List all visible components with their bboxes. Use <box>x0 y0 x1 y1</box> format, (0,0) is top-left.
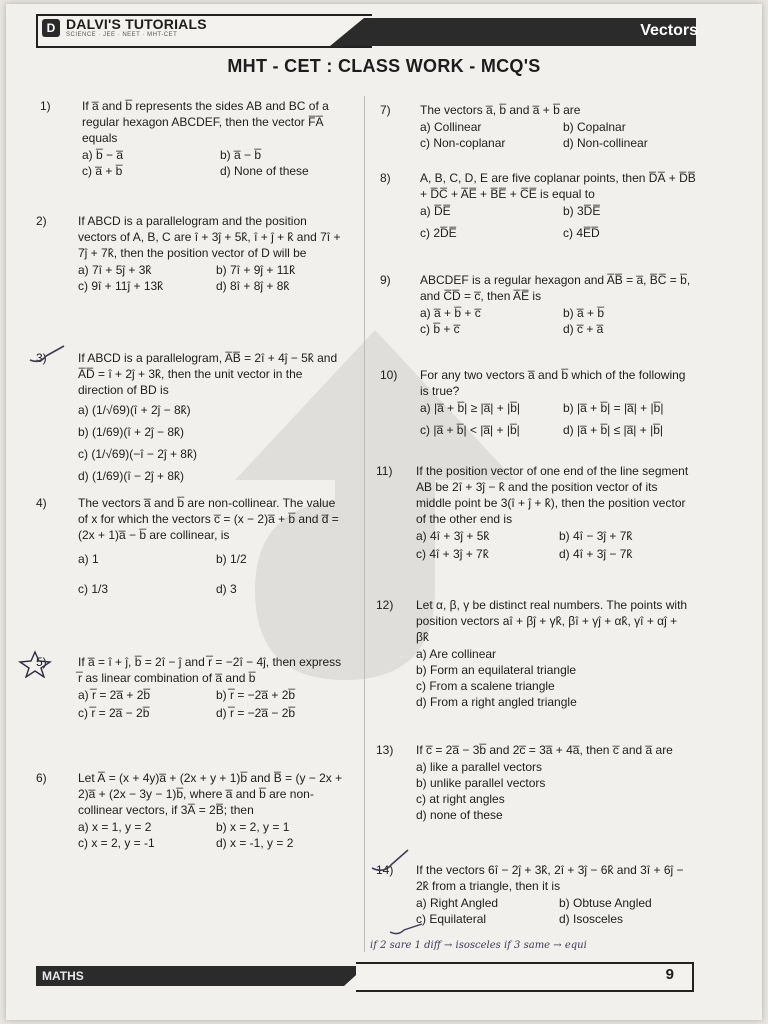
option-b: b) a̅ + b̅ <box>563 306 605 320</box>
option-b: b) Form an equilateral triangle <box>416 663 577 677</box>
option-d: d) Isosceles <box>559 912 624 926</box>
brand-logo-icon: D <box>42 19 60 37</box>
question-stem: Let α, β, γ be distinct real numbers. The points with position vectors aî + βĵ + γk̂, βî + γĵ + αk̂, γî + αĵ + βk̂ <box>416 598 688 644</box>
column-divider <box>364 96 365 952</box>
pen-tick-mark-icon <box>28 344 68 366</box>
question-stem: For any two vectors a̅ and b̅ which of the following is true? <box>420 368 686 398</box>
option-c: c) Non-coplanar <box>420 136 506 150</box>
option-d: d) r̅ = −2a̅ − 2b̅ <box>216 706 296 720</box>
question-stem: A, B, C, D, E are five coplanar points, then D̅A̅ + D̅B̅ + D̅C̅ + A̅E̅ + B̅E̅ + C̅E̅ is equal to <box>420 171 696 201</box>
option-a: a) Collinear <box>420 120 482 134</box>
question-stem: If c̅ = 2a̅ − 3b̅ and 2c̅ = 3a̅ + 4a̅, then c̅ and a̅ are <box>416 743 673 757</box>
option-d: d) |a̅ + b̅| ≤ |a̅| + |b̅| <box>563 423 664 437</box>
question-number: 12) <box>376 598 394 612</box>
option-d: d) (1/69)(î − 2ĵ + 8k̂) <box>78 469 185 483</box>
page-number: 9 <box>665 966 674 983</box>
question-number: 6) <box>36 771 47 785</box>
option-a: a) Right Angled <box>416 896 499 910</box>
option-a: a) 1 <box>78 552 99 566</box>
option-d: d) From a right angled triangle <box>416 695 577 709</box>
option-d: d) x = -1, y = 2 <box>216 836 294 850</box>
question-stem: Let A̅ = (x + 4y)a̅ + (2x + y + 1)b̅ and B̅ = (y − 2x + 2)a̅ + (2x − 3y − 1)b̅, where a̅ and b̅ are non-collinear vectors, if 3A̅ = 2B̅; then <box>78 771 343 817</box>
option-c: c) Equilateral <box>416 912 487 926</box>
option-d: d) 3 <box>216 582 237 596</box>
option-c: c) 9î + 11ĵ + 13k̂ <box>78 279 164 293</box>
option-a: a) Are collinear <box>416 647 497 661</box>
option-c: c) 1/3 <box>78 582 109 596</box>
option-c: c) b̅ + c̅ <box>420 322 460 336</box>
subject-label: Vectors <box>640 22 698 39</box>
pen-tick-mark-icon <box>388 922 424 936</box>
question-number: 3) <box>36 351 47 365</box>
question-stem: If ABCD is a parallelogram and the position vectors of A, B, C are î + 3ĵ + 5k̂, î + ĵ + k̂ and 7î + 7ĵ + 7k̂, then the position vector of D will be <box>78 214 341 260</box>
option-b: b) a̅ − b̅ <box>220 148 262 162</box>
pen-tick-mark-icon <box>370 848 410 874</box>
question-number: 9) <box>380 273 391 287</box>
question-stem: The vectors a̅, b̅ and a̅ + b̅ are <box>420 103 581 117</box>
question-number: 2) <box>36 214 47 228</box>
question-number: 8) <box>380 171 391 185</box>
option-d: d) 8î + 8ĵ + 8k̂ <box>216 279 290 293</box>
option-b: b) r̅ = −2a̅ + 2b̅ <box>216 688 296 702</box>
question-number: 4) <box>36 496 47 510</box>
option-d: d) none of these <box>416 808 503 822</box>
option-a: a) b̅ − a̅ <box>82 148 124 162</box>
option-a: a) x = 1, y = 2 <box>78 820 152 834</box>
option-c: c) r̅ = 2a̅ − 2b̅ <box>78 706 150 720</box>
option-c: c) |a̅ + b̅| < |a̅| + |b̅| <box>420 423 520 437</box>
option-a: a) (1/√69)(î + 2ĵ − 8k̂) <box>78 403 191 417</box>
option-c: c) 4î + 3ĵ + 7k̂ <box>416 547 489 561</box>
option-a: a) D̅E̅ <box>420 204 451 218</box>
question-number: 14) <box>376 863 394 877</box>
option-b: b) 4î − 3ĵ + 7k̂ <box>559 529 633 543</box>
question-stem: The vectors a̅ and b̅ are non-collinear. The value of x for which the vectors c̅ = (x − 2)a̅ + b̅ and d̅ = (2x + 1)a̅ − b̅ are collinear, is <box>78 496 339 542</box>
handwritten-note: if 2 sare 1 diff → isosceles if 3 same → equi <box>370 940 587 951</box>
option-c: c) 2D̅E̅ <box>420 226 457 240</box>
option-b: b) 1/2 <box>216 552 247 566</box>
option-b: b) x = 2, y = 1 <box>216 820 290 834</box>
option-c: c) x = 2, y = -1 <box>78 836 155 850</box>
brand-tagline: SCIENCE · JEE · NEET · MHT-CET <box>66 32 178 38</box>
question-number: 1) <box>40 99 51 113</box>
option-c: c) a̅ + b̅ <box>82 164 123 178</box>
option-b: b) Obtuse Angled <box>559 896 652 910</box>
option-d: d) 4î + 3ĵ − 7k̂ <box>559 547 633 561</box>
question-number: 10) <box>380 368 398 382</box>
option-d: d) None of these <box>220 164 309 178</box>
option-c: c) (1/√69)(−î − 2ĵ + 8k̂) <box>78 447 197 461</box>
option-d: d) Non-collinear <box>563 136 648 150</box>
question-stem: If a̅ = î + ĵ, b̅ = 2î − ĵ and r̅ = −2î − 4ĵ, then express r̅ as linear combination of a̅ and b̅ <box>78 655 342 685</box>
option-b: b) Copalnar <box>563 120 626 134</box>
option-c: c) From a scalene triangle <box>416 679 555 693</box>
question-stem: If the vectors 6î − 2ĵ + 3k̂, 2î + 3ĵ − 6k̂ and 3î + 6ĵ − 2k̂ from a triangle, then it is <box>416 863 684 893</box>
question-number: 7) <box>380 103 391 117</box>
option-a: a) 7î + 5ĵ + 3k̂ <box>78 263 152 277</box>
question-number: 13) <box>376 743 394 757</box>
option-c: c) at right angles <box>416 792 505 806</box>
option-a: a) like a parallel vectors <box>416 760 543 774</box>
option-a: a) |a̅ + b̅| ≥ |a̅| + |b̅| <box>420 401 521 415</box>
question-stem: If a̅ and b̅ represents the sides AB and BC of a regular hexagon ABCDEF, then the vector F̅A̅ equals <box>82 99 329 145</box>
question-stem: ABCDEF is a regular hexagon and A̅B̅ = a̅, B̅C̅ = b̅, and C̅D̅ = c̅, then A̅E̅ is <box>420 273 691 303</box>
footer-subject: MATHS <box>42 969 84 983</box>
footer-frame <box>356 962 694 992</box>
option-b: b) 7î + 9ĵ + 11k̂ <box>216 263 296 277</box>
option-b: b) (1/69)(î + 2ĵ − 8k̂) <box>78 425 185 439</box>
option-d: d) c̅ + a̅ <box>563 322 604 336</box>
option-b: b) unlike parallel vectors <box>416 776 546 790</box>
question-stem: If the position vector of one end of the line segment AB be 2î + 3ĵ − k̂ and the position vector of its middle point be 3(î + ĵ + k̂), then the position vector of the other end is <box>416 464 689 526</box>
option-b: b) 3D̅E̅ <box>563 204 601 218</box>
footer-band <box>36 966 366 986</box>
option-a: a) r̅ = 2a̅ + 2b̅ <box>78 688 151 702</box>
option-b: b) |a̅ + b̅| = |a̅| + |b̅| <box>563 401 664 415</box>
question-number: 5) <box>36 655 47 669</box>
option-d: c) 4E̅D̅ <box>563 226 600 240</box>
option-a: a) 4î + 3ĵ + 5k̂ <box>416 529 490 543</box>
brand-name: DALVI'S TUTORIALS <box>66 16 207 32</box>
pen-star-mark-icon <box>18 650 52 678</box>
option-a: a) a̅ + b̅ + c̅ <box>420 306 481 320</box>
question-stem: If ABCD is a parallelogram, A̅B̅ = 2î + 4ĵ − 5k̂ and A̅D̅ = î + 2ĵ + 3k̂, then the unit vector in the direction of BD is <box>78 351 338 397</box>
page-title: MHT - CET : CLASS WORK - MCQ'S <box>227 56 541 76</box>
question-number: 11) <box>376 464 393 478</box>
